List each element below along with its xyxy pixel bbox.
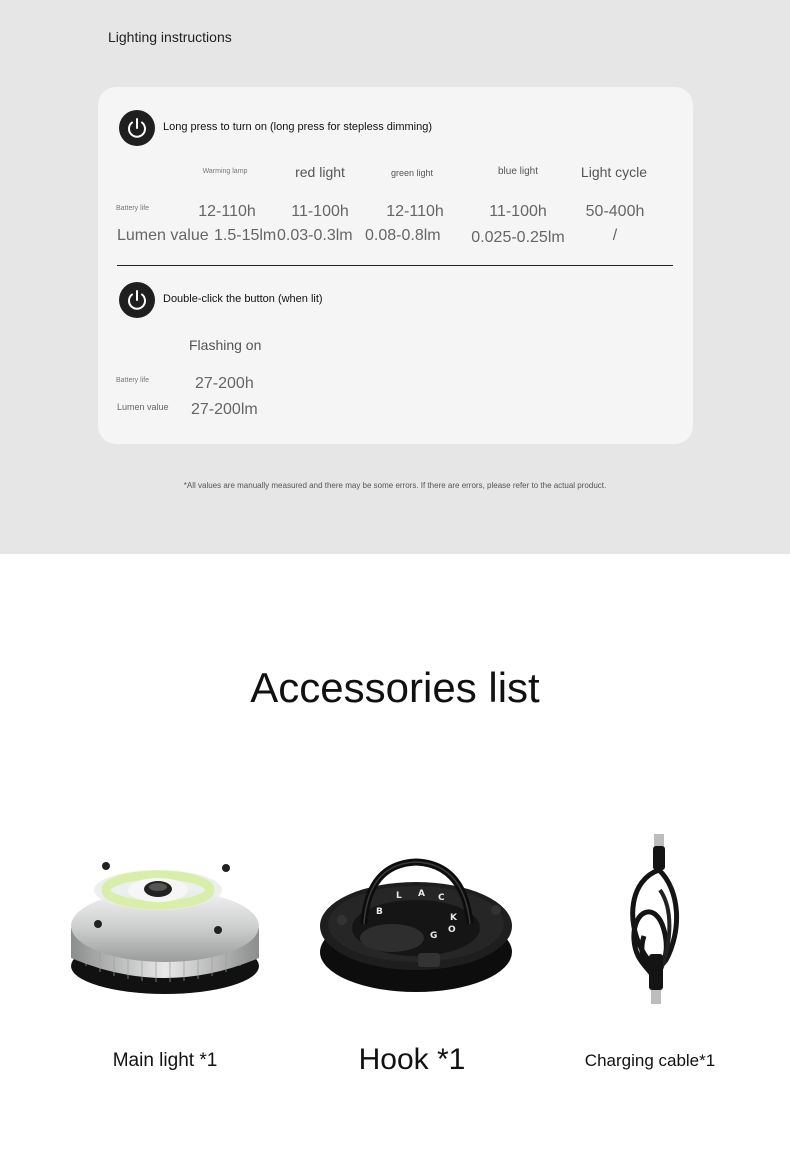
charging-cable-caption: Charging cable*1: [584, 1051, 716, 1070]
battery-value: 27-200h: [195, 375, 254, 392]
battery-life-label: Battery life: [116, 205, 150, 212]
battery-value: 50-400h: [585, 203, 645, 220]
footnote: *All values are manually measured and there may be some errors. If there are errors, please refer to the actual product.: [183, 481, 607, 490]
col-light-cycle: Light cycle: [580, 164, 648, 180]
hook-caption: Hook *1: [358, 1043, 466, 1076]
accessories-title: Accessories list: [250, 664, 540, 711]
svg-text:O: O: [448, 925, 456, 935]
charging-cable-image: [612, 830, 692, 1015]
power-icon: [119, 282, 155, 318]
power-icon: [119, 110, 155, 146]
battery-life-label: Battery life: [116, 377, 150, 384]
col-warming-lamp: Warming lamp: [202, 168, 248, 175]
main-light-image: [66, 848, 264, 1003]
battery-value: 12-110h: [198, 203, 256, 220]
lumen-value: 1.5-15lm: [214, 227, 277, 244]
lumen-value-label: Lumen value: [117, 227, 209, 244]
double-click-instruction: Double-click the button (when lit): [163, 293, 323, 305]
svg-text:C: C: [438, 893, 445, 903]
lumen-value: 27-200lm: [191, 401, 258, 418]
main-light-caption: Main light *1: [112, 1050, 218, 1071]
svg-text:A: A: [418, 889, 425, 899]
battery-value: 12-110h: [386, 203, 444, 220]
col-green-light: green light: [390, 168, 434, 178]
long-press-instruction: Long press to turn on (long press for stepless dimming): [163, 121, 433, 133]
lumen-value: 0.03-0.3lm: [277, 227, 353, 244]
lumen-value: 0.08-0.8lm: [365, 227, 441, 244]
col-flashing-on: Flashing on: [189, 337, 262, 353]
svg-text:L: L: [396, 891, 402, 901]
lumen-value: /: [612, 227, 618, 244]
battery-value: 11-100h: [489, 203, 547, 220]
hook-image: [318, 858, 514, 999]
instructions-card: [98, 87, 693, 444]
lumen-value-label: Lumen value: [117, 402, 169, 412]
svg-text:K: K: [450, 913, 457, 923]
lighting-section: [0, 0, 790, 554]
col-blue-light: blue light: [497, 166, 539, 177]
section-title: Lighting instructions: [108, 29, 232, 45]
divider: [117, 265, 673, 266]
svg-text:G: G: [430, 931, 438, 941]
col-red-light: red light: [295, 164, 345, 180]
svg-text:B: B: [376, 907, 383, 917]
lumen-value: 0.025-0.25lm: [471, 229, 565, 246]
battery-value: 11-100h: [291, 203, 349, 220]
